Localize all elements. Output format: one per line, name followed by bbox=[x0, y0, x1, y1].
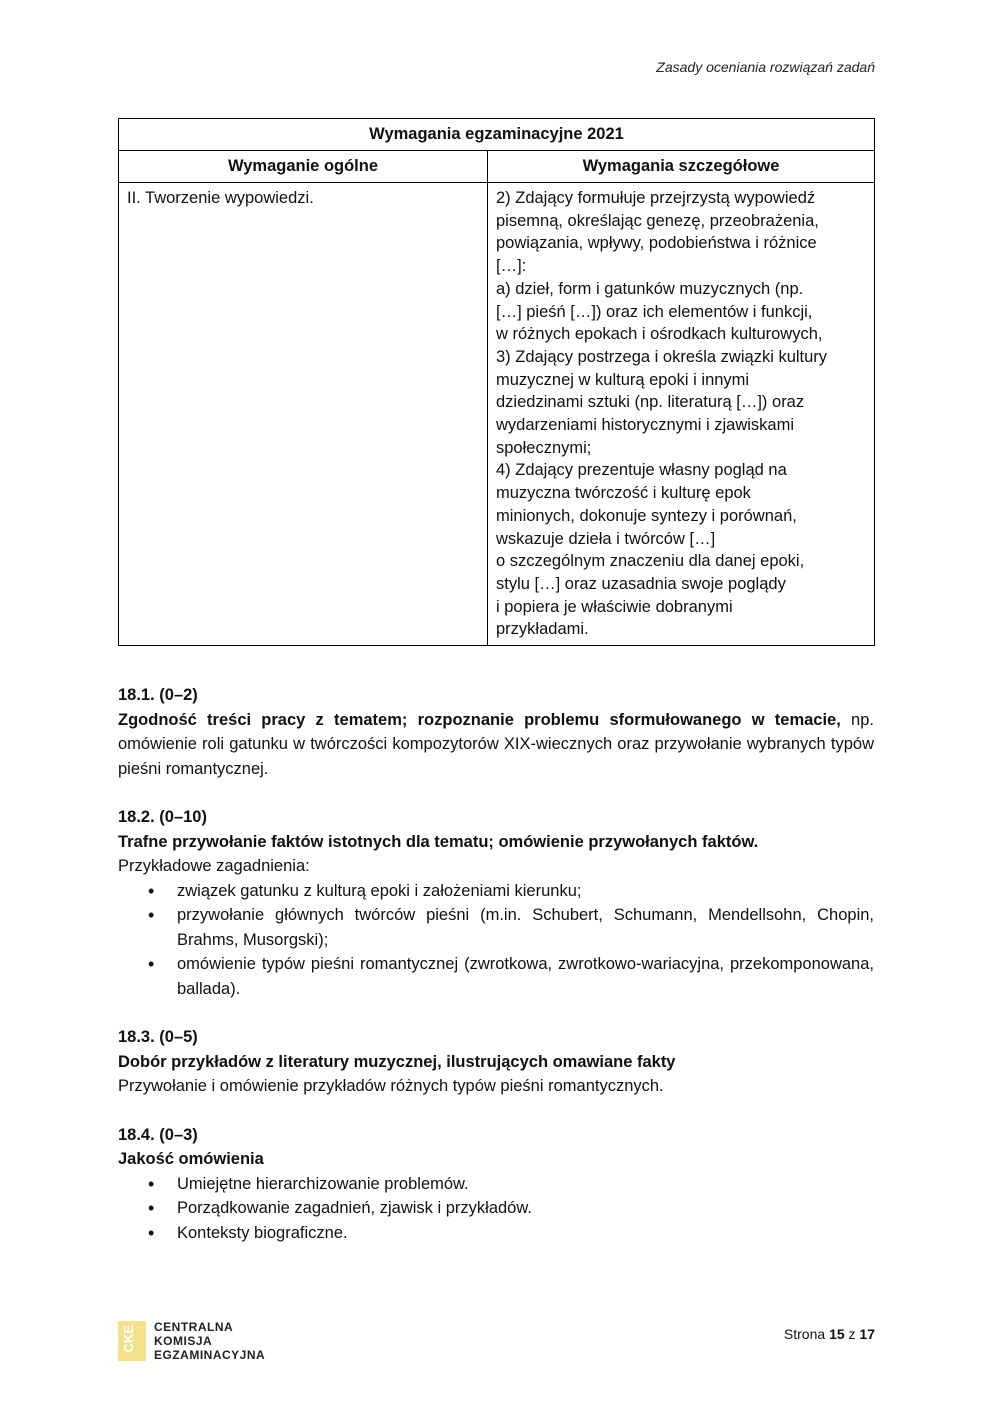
section-body bbox=[118, 708, 874, 782]
spec-line: społecznymi; bbox=[496, 438, 592, 457]
requirements-table bbox=[118, 118, 875, 646]
spec-line: stylu […] oraz uzasadnia swoje poglądy bbox=[496, 574, 786, 593]
list-item: • Konteksty biograficzne. bbox=[177, 1221, 874, 1246]
section-18-3 bbox=[118, 1025, 874, 1099]
section-text: Przywołanie i omówienie przykładów różnych typów pieśni romantycznych. bbox=[118, 1077, 664, 1095]
section-18-2 bbox=[118, 805, 874, 1001]
spec-line: i popiera je właściwie dobranymi bbox=[496, 597, 733, 616]
logo-mark-text: CKE bbox=[121, 1325, 136, 1353]
col-header-general: Wymaganie ogólne bbox=[119, 151, 488, 183]
col-header-specific: Wymagania szczegółowe bbox=[488, 151, 875, 183]
section-title: Jakość omówienia bbox=[118, 1150, 264, 1168]
spec-line: muzyczna twórczość i kulturę epok bbox=[496, 484, 751, 503]
spec-line: 4) Zdający prezentuje własny pogląd na bbox=[496, 461, 787, 480]
spec-line: przykładami. bbox=[496, 620, 589, 639]
logo-line: EGZAMINACYJNA bbox=[154, 1348, 266, 1362]
specific-requirements bbox=[488, 183, 875, 646]
section-number: 18.1. (0–2) bbox=[118, 686, 198, 704]
general-requirement: II. Tworzenie wypowiedzi. bbox=[119, 183, 488, 646]
criteria-content bbox=[118, 683, 874, 1269]
section-title: Dobór przykładów z literatury muzycznej, ilustrujących omawiane fakty bbox=[118, 1052, 676, 1071]
section-18-1 bbox=[118, 683, 874, 781]
list-item: • Umiejętne hierarchizowanie problemów. bbox=[177, 1172, 874, 1197]
spec-line: […] pieśń […]) oraz ich elementów i funkcji, bbox=[496, 302, 813, 321]
spec-line: pisemną, określając genezę, przeobrażenia, bbox=[496, 211, 819, 230]
spec-line: dziedzinami sztuki (np. literaturą […]) oraz bbox=[496, 393, 805, 412]
logo-text bbox=[154, 1320, 265, 1362]
spec-line: o szczególnym znaczeniu dla danej epoki, bbox=[496, 552, 805, 571]
page-number bbox=[784, 1326, 875, 1342]
section-number: 18.4. (0–3) bbox=[118, 1125, 198, 1144]
page-prefix: Strona bbox=[783, 1326, 830, 1342]
section-text: np. omówienie roli gatunku w twórczości kompozytorów XIX-wiecznych oraz przywołanie wybranych typów pieśni romantycznej. bbox=[118, 710, 874, 778]
page-current: 15 bbox=[829, 1326, 845, 1342]
spec-line: wskazuje dzieła i twórców […] bbox=[496, 529, 716, 548]
page-mid: z bbox=[844, 1326, 860, 1342]
spec-line: w różnych epokach i ośrodkach kulturowych, bbox=[496, 325, 823, 344]
cke-logo-mark bbox=[118, 1321, 146, 1361]
spec-line: 2) Zdający formułuje przejrzystą wypowiedź bbox=[496, 189, 816, 207]
section-number: 18.2. (0–10) bbox=[118, 808, 207, 826]
list-item: • omówienie typów pieśni romantycznej (zwrotkowa, zwrotkowo-wariacyjna, przekomponowana, ballada). bbox=[177, 952, 874, 1001]
spec-line: wydarzeniami historycznymi i zjawiskami bbox=[496, 416, 794, 435]
bullet-list bbox=[118, 879, 874, 1002]
cke-logo bbox=[118, 1320, 265, 1362]
list-item: • Porządkowanie zagadnień, zjawisk i przykładów. bbox=[177, 1196, 874, 1221]
list-item: • związek gatunku z kulturą epoki i założeniami kierunku; bbox=[177, 879, 874, 904]
page-total: 17 bbox=[859, 1326, 875, 1342]
section-18-4 bbox=[118, 1123, 874, 1246]
spec-line: minionych, dokonuje syntezy i porównań, bbox=[496, 506, 797, 525]
logo-line: CENTRALNA bbox=[154, 1320, 234, 1334]
section-number: 18.3. (0–5) bbox=[118, 1028, 198, 1046]
list-item: • przywołanie głównych twórców pieśni (m.in. Schubert, Schumann, Mendellsohn, Chopin, Brahms, Musorgski); bbox=[177, 903, 874, 952]
spec-line: […]: bbox=[496, 257, 527, 276]
spec-line: muzycznej w kulturą epoki i innymi bbox=[496, 370, 750, 389]
spec-line: 3) Zdający postrzega i określa związki kultury bbox=[496, 347, 828, 366]
bullet-list bbox=[118, 1172, 874, 1246]
logo-line: KOMISJA bbox=[154, 1334, 213, 1348]
spec-line: powiązania, wpływy, podobieństwa i różnice bbox=[496, 234, 817, 253]
section-intro: Przykładowe zagadnienia: bbox=[118, 857, 310, 875]
header-note: Zasady oceniania rozwiązań zadań bbox=[656, 59, 875, 75]
section-title: Zgodność treści pracy z tematem; rozpoznanie problemu sformułowanego w temacie, bbox=[118, 710, 841, 729]
spec-line: a) dzieł, form i gatunków muzycznych (np. bbox=[496, 279, 804, 298]
section-title: Trafne przywołanie faktów istotnych dla tematu; omówienie przywołanych faktów. bbox=[118, 832, 759, 851]
table-title: Wymagania egzaminacyjne 2021 bbox=[119, 119, 875, 151]
